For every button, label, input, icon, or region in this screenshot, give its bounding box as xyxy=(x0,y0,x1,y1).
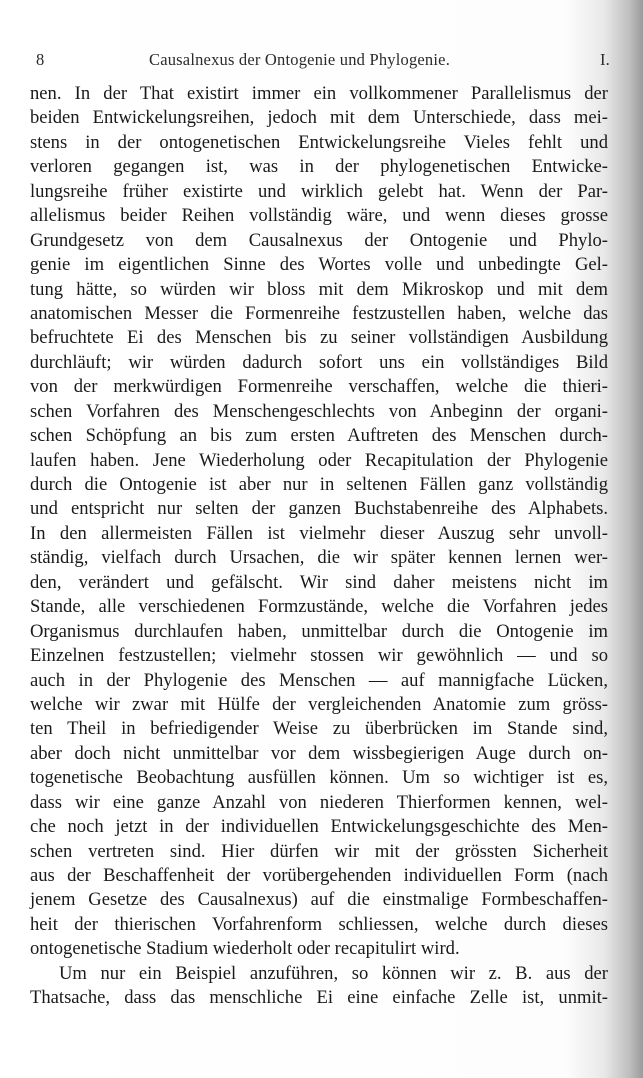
text-line: aus der Beschaffenheit der vorübergehenden individuellen Form (nach xyxy=(30,865,608,886)
text-line: anatomischen Messer die Formenreihe festzustellen haben, welche das xyxy=(30,302,608,324)
text-line: stens in der ontogenetischen Entwickelungsreihe Vieles fehlt und xyxy=(30,131,608,153)
text-line: nen. In der That existirt immer ein vollkommener Parallelismus der xyxy=(30,83,608,104)
page-number: 8 xyxy=(36,50,45,69)
text-line: lungsreihe früher existirte und wirklich gelebt hat. Wenn der Par- xyxy=(30,180,608,202)
text-line: und entspricht nur selten der ganzen Buchstabenreihe des Alphabets. xyxy=(30,498,608,520)
text-line: schen Vorfahren des Menschengeschlechts von Anbeginn der organi- xyxy=(30,400,608,422)
text-line: Grundgesetz von dem Causalnexus der Ontogenie und Phylo- xyxy=(30,229,608,251)
chapter-number: I. xyxy=(599,50,610,69)
text-line: befruchtete Ei des Menschen bis zu seiner vollständigen Ausbildung xyxy=(30,327,608,349)
text-line: genie im eigentlichen Sinne des Wortes volle und unbedingte Gel- xyxy=(30,254,608,276)
text-line: beiden Entwickelungsreihen, jedoch mit dem Unterschiede, dass mei- xyxy=(30,107,608,129)
body-text xyxy=(30,82,608,1011)
text-line: ten Theil in befriedigender Weise zu überbrücken im Stande sind, xyxy=(30,718,608,740)
text-line: laufen haben. Jene Wiederholung oder Recapitulation der Phylogenie xyxy=(30,449,608,471)
text-line: heit der thierischen Vorfahrenform schliessen, welche durch dieses xyxy=(30,913,608,935)
text-line: tung hätte, so würden wir bloss mit dem Mikroskop und mit dem xyxy=(30,278,608,300)
text-line: von der merkwürdigen Formenreihe verschaffen, welche die thieri- xyxy=(30,376,608,398)
text-line: schen vertreten sind. Hier dürfen wir mit der grössten Sicherheit xyxy=(30,840,608,862)
text-line: che noch jetzt in der individuellen Entwickelungsgeschichte des Men- xyxy=(30,816,608,838)
text-line: schen Schöpfung an bis zum ersten Auftreten des Menschen durch- xyxy=(30,425,608,447)
text-line: dass wir eine ganze Anzahl von niederen Thierformen kennen, wel- xyxy=(30,791,608,813)
text-line: welche wir zwar mit Hülfe der vergleichenden Anatomie zum gröss- xyxy=(30,693,608,715)
running-header xyxy=(36,50,610,76)
text-line: Einzelnen festzustellen; vielmehr stossen wir gewöhnlich — und so xyxy=(30,645,608,667)
text-line: ständig, vielfach durch Ursachen, die wir später kennen lernen wer- xyxy=(30,547,608,569)
running-title: Causalnexus der Ontogenie und Phylogenie. xyxy=(149,50,451,69)
text-line: Stande, alle verschiedenen Formzustände, welche die Vorfahren jedes xyxy=(30,596,608,618)
text-line: jenem Gesetze des Causalnexus) auf die einstmalige Formbeschaffen- xyxy=(30,889,608,911)
text-line: verloren gegangen ist, was in der phylogenetischen Entwicke- xyxy=(30,156,608,178)
text-line: allelismus beider Reihen vollständig wäre, und wenn dieses grosse xyxy=(30,205,608,227)
text-line: aber doch nicht unmittelbar vor dem wissbegierigen Auge durch on- xyxy=(30,742,608,764)
paragraph-first-line: Um nur ein Beispiel anzuführen, so können wir z. B. aus der xyxy=(59,962,608,984)
text-line: durchläuft; wir würden dadurch sofort uns ein vollständiges Bild xyxy=(30,351,608,373)
text-line: togenetische Beobachtung ausfüllen können. Um so wichtiger ist es, xyxy=(30,767,608,789)
paragraph-last-line: ontogenetische Stadium wiederholt oder recapitulirt wird. xyxy=(30,938,460,960)
text-line: durch die Ontogenie ist aber nur in seltenen Fällen ganz vollständig xyxy=(30,474,608,495)
text-line: Thatsache, dass das menschliche Ei eine einfache Zelle ist, unmit- xyxy=(30,987,608,1009)
text-line: den, verändert und gefälscht. Wir sind daher meistens nicht im xyxy=(30,571,608,593)
text-line: Organismus durchlaufen haben, unmittelbar durch die Ontogenie im xyxy=(30,620,608,642)
text-line: In den allermeisten Fällen ist vielmehr dieser Auszug sehr unvoll- xyxy=(30,522,608,544)
text-line: auch in der Phylogenie des Menschen — auf mannigfache Lücken, xyxy=(30,669,608,691)
